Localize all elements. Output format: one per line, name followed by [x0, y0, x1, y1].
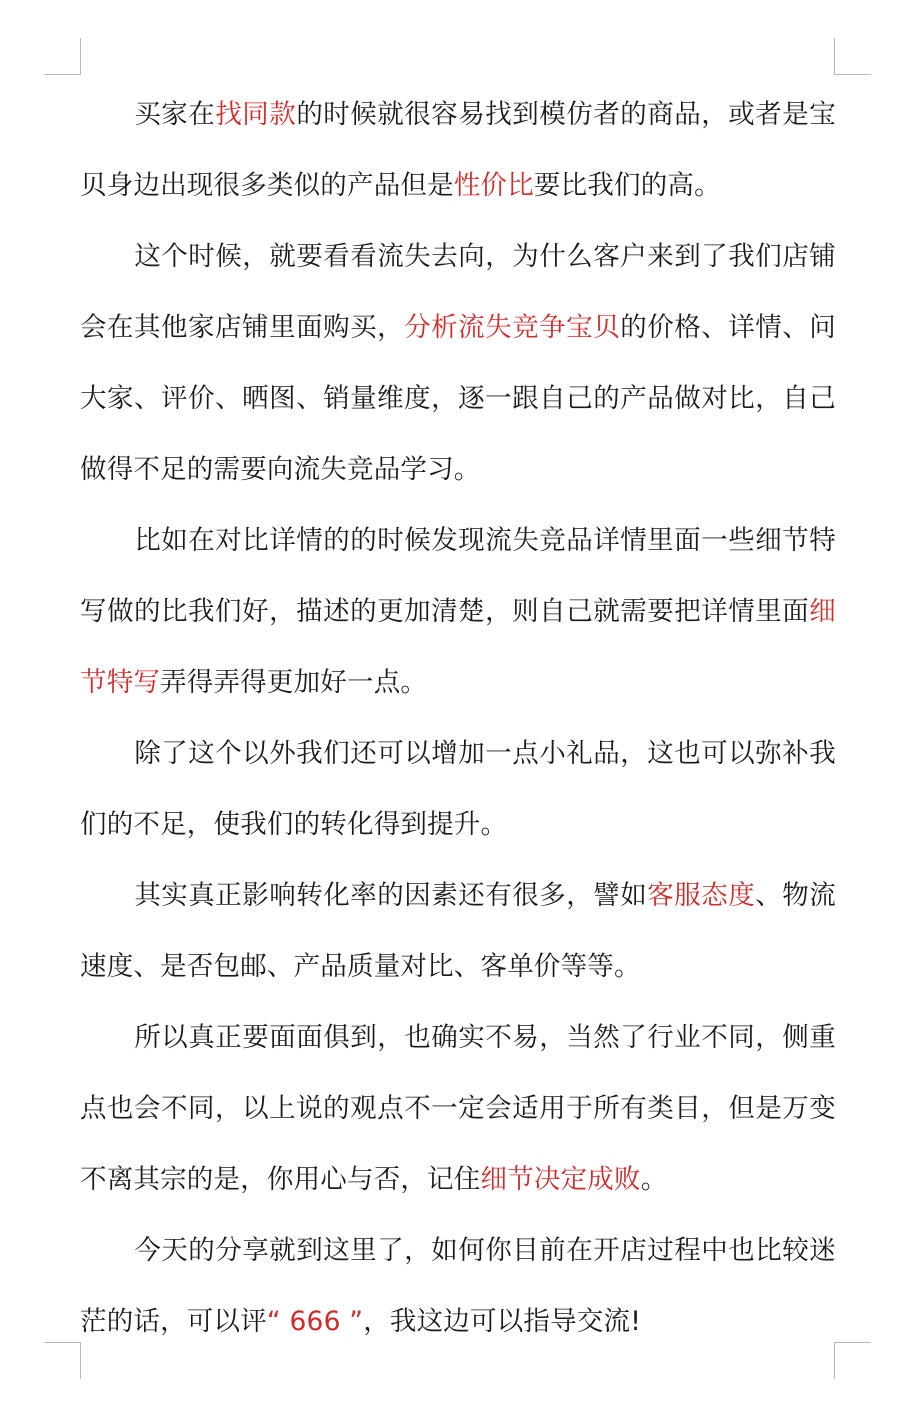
text-segment: 弄得弄得更加好一点。: [160, 667, 428, 698]
paragraph-7: [80, 1215, 836, 1357]
text-segment: 所以真正要面面俱到，也确实不易，当然了行业不同，侧重点也会不同，以上说的观点不一定会适用于所有类目，但是万变不离其宗的是，你用心与否，记住: [80, 1022, 836, 1195]
highlight-find-same: 找同款: [215, 99, 297, 130]
text-segment: 要比我们的高。: [533, 170, 721, 201]
highlight-analyze-lost-competitors: 分析流失竞争宝贝: [404, 312, 621, 343]
highlight-service-attitude: 客服态度: [647, 880, 756, 911]
text-segment: ，我这边可以指导交流!: [363, 1306, 642, 1337]
highlight-details-decide-success: 细节决定成败: [480, 1164, 641, 1195]
paragraph-6: [80, 1002, 836, 1215]
document-body: [80, 79, 836, 1357]
text-segment: 、物流速度、是否包邮、产品质量对比、客单价等等。: [80, 880, 836, 982]
highlight-666: “ 666 ”: [266, 1306, 364, 1337]
highlight-detail-closeup: 细节特写: [80, 596, 836, 698]
paragraph-2: [80, 221, 836, 505]
corner-mark-bottom-left: [44, 1342, 81, 1379]
text-segment: 比如在对比详情的的时候发现流失竞品详情里面一些细节特写做的比我们好，描述的更加清楚，则自己就需要把详情里面: [80, 525, 836, 627]
paragraph-3: [80, 505, 836, 718]
text-segment: 今天的分享就到这里了，如何你目前在开店过程中也比较迷茫的话，可以评: [80, 1235, 836, 1337]
paragraph-1: [80, 79, 836, 221]
corner-mark-top-right: [834, 38, 871, 75]
text-segment: 除了这个以外我们还可以增加一点小礼品，这也可以弥补我们的不足，使我们的转化得到提升。: [80, 738, 836, 840]
text-segment: 。: [640, 1164, 668, 1195]
highlight-cost-performance: 性价比: [453, 170, 534, 201]
text-segment: 这个时候，就要看看流失去向，为什么客户来到了我们店铺会在其他家店铺里面购买，: [80, 241, 836, 343]
paragraph-5: [80, 860, 836, 1002]
paragraph-4: [80, 718, 836, 860]
corner-mark-bottom-right: [834, 1342, 871, 1379]
text-segment: 其实真正影响转化率的因素还有很多，譬如: [134, 880, 648, 911]
text-segment: 的价格、详情、问大家、评价、晒图、销量维度，逐一跟自己的产品做对比，自己做得不足的需要向流失竞品学习。: [80, 312, 836, 485]
text-segment: 的时候就很容易找到模仿者的商品，或者是宝贝身边出现很多类似的产品但是: [80, 99, 836, 201]
corner-mark-top-left: [44, 38, 81, 75]
text-segment: 买家在: [134, 99, 216, 130]
